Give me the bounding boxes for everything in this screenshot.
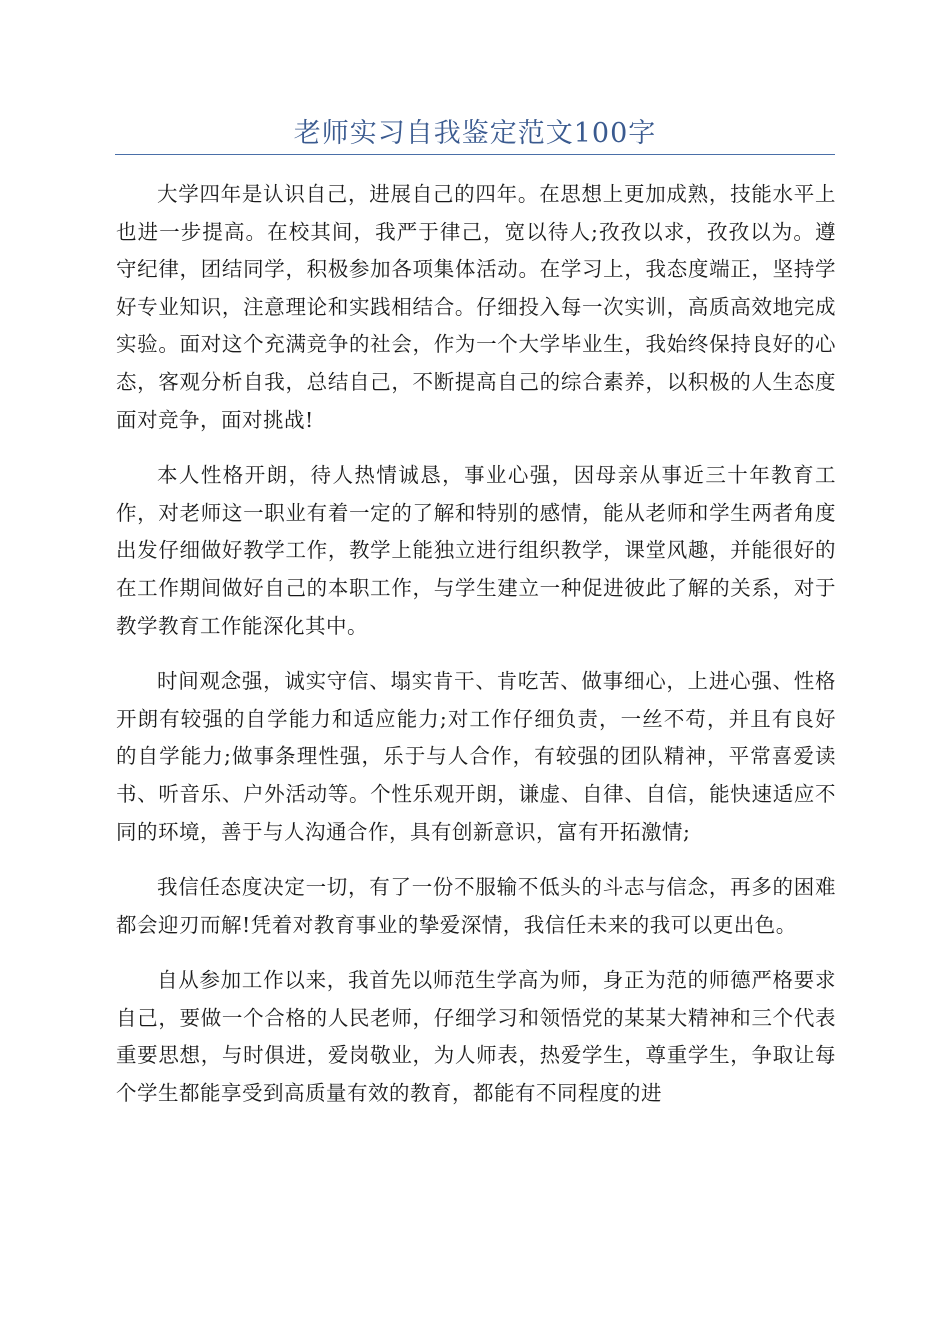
paragraph-4: 我信任态度决定一切，有了一份不服输不低头的斗志与信念，再多的困难都会迎刃而解!凭着对教育事业的挚爱深情，我信任未来的我可以更出色。	[116, 875, 836, 937]
paragraph-2: 本人性格开朗，待人热情诚恳，事业心强，因母亲从事近三十年教育工作，对老师这一职业有着一定的了解和特别的感情，能从老师和学生两者角度出发仔细做好教学工作，教学上能独立进行组织教学，课堂风趣，并能很好的在工作期间做好自己的本职工作，与学生建立一种促进彼此了解的关系，对于教学教育工作能深化其中。	[116, 463, 836, 638]
document-body	[116, 176, 836, 1131]
paragraph-3: 时间观念强，诚实守信、塌实肯干、肯吃苦、做事细心，上进心强、性格开朗有较强的自学能力和适应能力;对工作仔细负责，一丝不苟，并且有良好的自学能力;做事条理性强，乐于与人合作，有较强的团队精神，平常喜爱读书、听音乐、户外活动等。个性乐观开朗，谦虚、自律、自信，能快速适应不同的环境，善于与人沟通合作，具有创新意识，富有开拓激情;	[116, 669, 836, 844]
title-underline	[115, 154, 835, 155]
document-title: 老师实习自我鉴定范文100字	[293, 118, 657, 149]
paragraph-1: 大学四年是认识自己，进展自己的四年。在思想上更加成熟，技能水平上也进一步提高。在校其间，我严于律己，宽以待人;孜孜以求，孜孜以为。遵守纪律，团结同学，积极参加各项集体活动。在学习上，我态度端正，坚持学好专业知识，注意理论和实践相结合。仔细投入每一次实训，高质高效地完成实验。面对这个充满竞争的社会，作为一个大学毕业生，我始终保持良好的心态，客观分析自我，总结自己，不断提高自己的综合素养，以积极的人生态度面对竞争，面对挑战!	[116, 182, 836, 432]
paragraph-5: 自从参加工作以来，我首先以师范生学高为师，身正为范的师德严格要求自己，要做一个合格的人民老师，仔细学习和领悟党的某某大精神和三个代表重要思想，与时俱进，爱岗敬业，为人师表，热爱学生，尊重学生，争取让每个学生都能享受到高质量有效的教育，都能有不同程度的进	[116, 968, 836, 1106]
